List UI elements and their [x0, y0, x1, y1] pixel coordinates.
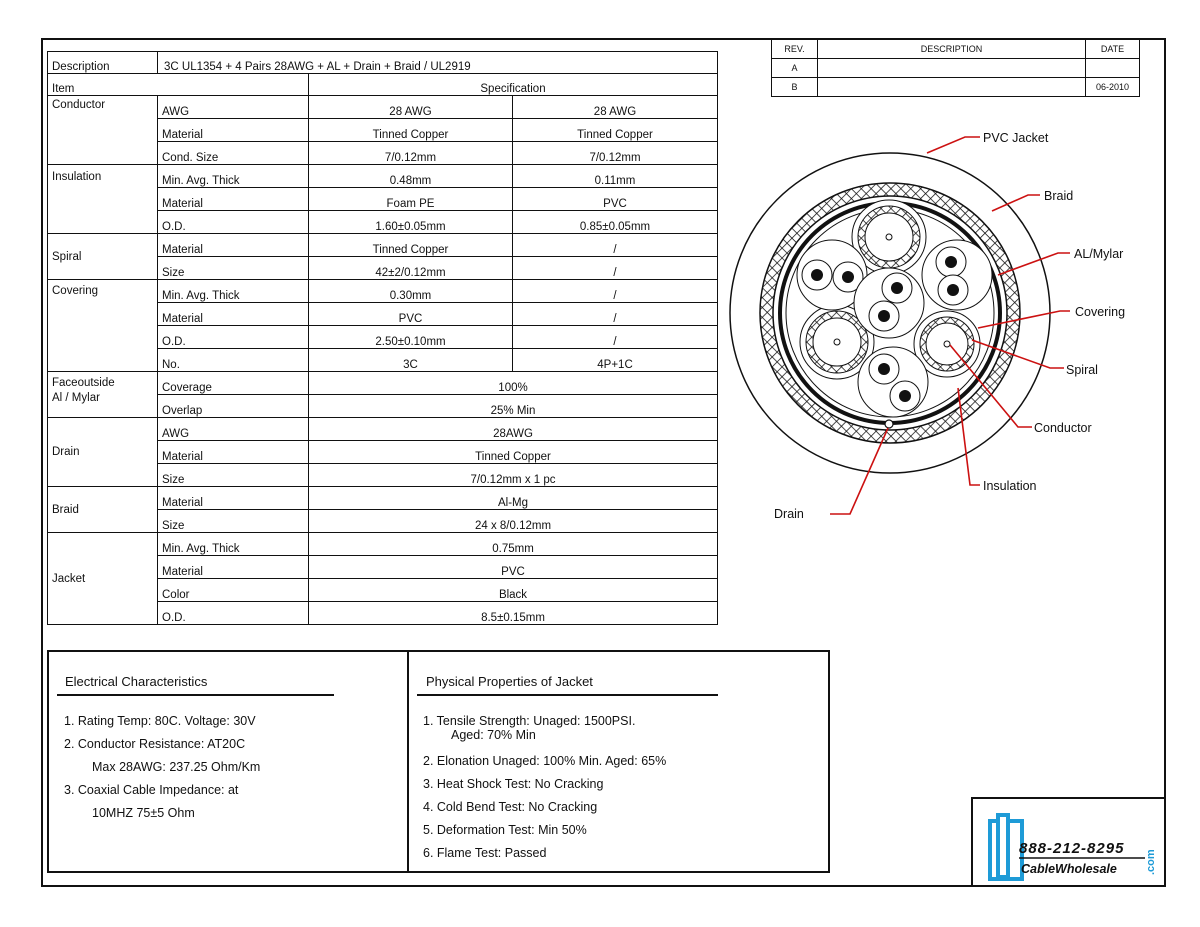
cell-value: 0.11mm [513, 165, 718, 188]
row-label: O.D. [158, 326, 309, 349]
list-item: 1. Rating Temp: 80C. Voltage: 30V [64, 714, 256, 728]
cell-value: / [513, 234, 718, 257]
cell-value: 3C [309, 349, 513, 372]
logo-phone: 888-212-8295 [1019, 840, 1125, 857]
row-label: Coverage [158, 372, 309, 395]
cable-cross-section [700, 115, 1140, 535]
drain-wire [885, 420, 893, 428]
rev-header: REV. [772, 40, 818, 59]
cell-value: 7/0.12mm [309, 142, 513, 165]
row-label: Material [158, 303, 309, 326]
cell-value: 42±2/0.12mm [309, 257, 513, 280]
cell-value: Tinned Copper [309, 119, 513, 142]
leader-pvc-jacket [927, 137, 980, 153]
rev-date [1086, 59, 1140, 78]
cell-value: 0.48mm [309, 165, 513, 188]
row-label: Material [158, 441, 309, 464]
revision-table [771, 39, 1140, 97]
cell-value: / [513, 257, 718, 280]
group-faceoutside-line2: Al / Mylar [52, 392, 100, 404]
group-jacket: Jacket [48, 533, 158, 625]
label-conductor: Conductor [1034, 421, 1092, 435]
cablewholesale-logo [973, 799, 1164, 885]
rev-code: A [772, 59, 818, 78]
group-conductor: Conductor [48, 96, 158, 165]
row-label: Material [158, 188, 309, 211]
row-label: Material [158, 487, 309, 510]
list-item: 2. Elonation Unaged: 100% Min. Aged: 65% [423, 754, 667, 768]
pair-bottom [858, 347, 928, 417]
cell-value: 7/0.12mm x 1 pc [309, 464, 718, 487]
logo-box [971, 797, 1166, 887]
row-label: AWG [158, 418, 309, 441]
specification-header: Specification [309, 74, 718, 96]
group-faceoutside [48, 372, 158, 418]
cell-value: 0.30mm [309, 280, 513, 303]
row-label: Min. Avg. Thick [158, 533, 309, 556]
logo-c-mark [990, 813, 1022, 879]
group-braid: Braid [48, 487, 158, 533]
cell-value: 2.50±0.10mm [309, 326, 513, 349]
list-item: 6. Flame Test: Passed [423, 846, 547, 860]
label-covering: Covering [1075, 305, 1126, 319]
description-value: 3C UL1354 + 4 Pairs 28AWG + AL + Drain + Braid / UL2919 [158, 52, 718, 74]
pair-right [922, 240, 992, 310]
rev-date-header: DATE [1086, 40, 1140, 59]
cell-value: 28 AWG [309, 96, 513, 119]
row-label: Cond. Size [158, 142, 309, 165]
label-drain: Drain [774, 507, 804, 521]
cell-value: PVC [309, 303, 513, 326]
row-label: Size [158, 510, 309, 533]
list-item: 10MHZ 75±5 Ohm [92, 806, 195, 820]
group-spiral: Spiral [48, 234, 158, 280]
group-insulation: Insulation [48, 165, 158, 234]
list-item: 3. Heat Shock Test: No Cracking [423, 777, 604, 791]
cell-value: 7/0.12mm [513, 142, 718, 165]
list-item: 3. Coaxial Cable Impedance: at [64, 783, 239, 797]
row-label: Overlap [158, 395, 309, 418]
row-label: Material [158, 119, 309, 142]
cell-value: 4P+1C [513, 349, 718, 372]
physical-title: Physical Properties of Jacket [426, 674, 593, 689]
cell-value: / [513, 303, 718, 326]
list-item: 5. Deformation Test: Min 50% [423, 823, 587, 837]
spec-table [47, 51, 718, 625]
row-label: Color [158, 579, 309, 602]
logo-suffix: .com [1145, 849, 1157, 875]
cell-value: Al-Mg [309, 487, 718, 510]
row-label: O.D. [158, 211, 309, 234]
cell-value: 0.75mm [309, 533, 718, 556]
row-label: Min. Avg. Thick [158, 165, 309, 188]
list-item: Aged: 70% Min [451, 728, 536, 742]
label-braid: Braid [1044, 189, 1074, 203]
row-label: Size [158, 257, 309, 280]
list-item: 1. Tensile Strength: Unaged: 1500PSI. [423, 714, 636, 728]
label-pvc-jacket: PVC Jacket [983, 131, 1049, 145]
rev-description-header: DESCRIPTION [818, 40, 1086, 59]
list-item: Max 28AWG: 237.25 Ohm/Km [92, 760, 261, 774]
row-label: O.D. [158, 602, 309, 625]
cell-value: 0.85±0.05mm [513, 211, 718, 234]
row-label: Min. Avg. Thick [158, 280, 309, 303]
rev-description [818, 59, 1086, 78]
description-label: Description [48, 52, 158, 74]
cell-value: Black [309, 579, 718, 602]
label-insulation: Insulation [983, 479, 1037, 493]
cell-value: 8.5±0.15mm [309, 602, 718, 625]
list-item: 4. Cold Bend Test: No Cracking [423, 800, 598, 814]
electrical-title-rule [57, 694, 334, 696]
row-label: Material [158, 556, 309, 579]
row-label: Size [158, 464, 309, 487]
group-drain: Drain [48, 418, 158, 487]
row-label: No. [158, 349, 309, 372]
cell-value: PVC [513, 188, 718, 211]
electrical-list [64, 710, 260, 825]
group-covering: Covering [48, 280, 158, 372]
row-label: Material [158, 234, 309, 257]
cell-value: 100% [309, 372, 718, 395]
rev-date: 06-2010 [1086, 78, 1140, 97]
cell-value: PVC [309, 556, 718, 579]
cell-value: 25% Min [309, 395, 718, 418]
cell-value: / [513, 326, 718, 349]
label-spiral: Spiral [1066, 363, 1098, 377]
cell-value: 1.60±0.05mm [309, 211, 513, 234]
physical-title-rule [417, 694, 718, 696]
group-faceoutside-line1: Faceoutside [52, 377, 115, 389]
cell-value: Tinned Copper [513, 119, 718, 142]
cell-value: 28AWG [309, 418, 718, 441]
label-al-mylar: AL/Mylar [1074, 247, 1124, 261]
rev-code: B [772, 78, 818, 97]
physical-list [423, 710, 666, 865]
cell-value: Tinned Copper [309, 441, 718, 464]
electrical-title: Electrical Characteristics [65, 674, 208, 689]
rev-description [818, 78, 1086, 97]
cell-value: / [513, 280, 718, 303]
logo-name: CableWholesale [1021, 862, 1117, 876]
item-header: Item [48, 74, 309, 96]
cell-value: 28 AWG [513, 96, 718, 119]
list-item: 2. Conductor Resistance: AT20C [64, 737, 246, 751]
cell-value: Foam PE [309, 188, 513, 211]
cell-value: Tinned Copper [309, 234, 513, 257]
pair-center [854, 268, 924, 338]
cell-value: 24 x 8/0.12mm [309, 510, 718, 533]
row-label: AWG [158, 96, 309, 119]
